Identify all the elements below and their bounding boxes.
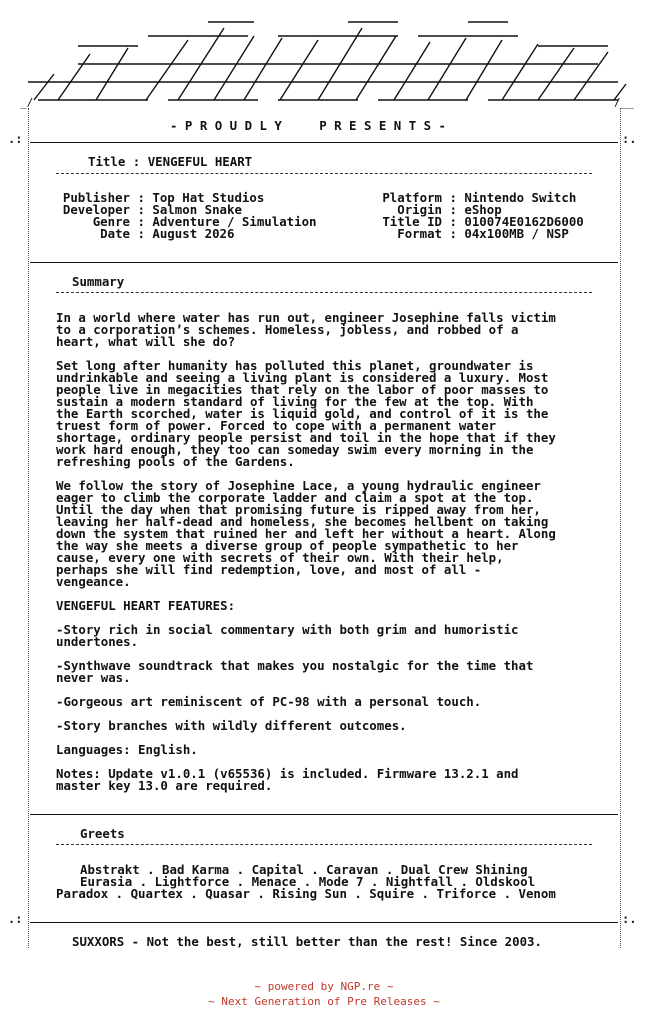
info-row: Date : August 2026 [56,228,234,240]
info-value: eShop [464,202,502,217]
powered-by-link[interactable]: ~ powered by NGP.re ~ [254,980,394,993]
summary-paragraph: Set long after humanity has polluted this planet, groundwater is undrinkable and seeing a living plant is considered a luxury. Most people live in megacities that rely on the labor of poor masses to sustain a modern standard of living for the few at the top. With the Earth scorched, water is liquid gold, and control of it is the truest form of power. Forced to cope with a permanent water shortage, ordinary people persist and toil in the hope that if they work hard enough, they too can someday swim every morning in the refreshing pools of the Gardens. [56,358,556,469]
feature-item: -Story rich in social commentary with both grim and humoristic undertones. [56,622,519,649]
info-row: Publisher : Top Hat Studios [56,192,264,204]
info-value: 010074E0162D6000 [464,214,584,229]
greets-line: Abstrakt . Bad Karma . Capital . Caravan . Dual Crew Shining [80,862,528,877]
feature-item: -Synthwave soundtrack that makes you nostalgic for the time that never was. [56,658,534,685]
frame-left-border [28,108,29,948]
divider [30,142,618,143]
info-row: Genre : Adventure / Simulation [56,216,317,228]
frame-corner-right-bottom: :. [622,912,637,926]
info-label: Publisher [62,190,130,205]
notes-line: Notes: Update v1.0.1 (v65536) is included. Firmware 13.2.1 and master key 13.0 are required. [56,766,519,793]
divider [30,922,618,923]
info-value: Nintendo Switch [464,190,577,205]
info-label: Platform [382,190,442,205]
frame-corner-left-bottom: .: [8,912,23,926]
svg-text:_/: _/ [20,96,34,109]
dashed-divider [56,844,592,845]
summary-paragraph: We follow the story of Josephine Lace, a young hydraulic engineer eager to climb the corporate ladder and claim a spot at the top. Until the day when that promising future is ripped away from her, leaving her half-dead and homeless, she becomes hellbent on taking down the system that ruined her and left her without a heart. Along the way she meets a diverse group of people sympathetic to her cause, every one with secrets of their own. With their help, perhaps she will find redemption, love, and most of all - vengeance. [56,478,556,589]
dashed-divider [56,173,592,174]
feature-item: -Gorgeous art reminiscent of PC-98 with a personal touch. [56,694,482,709]
features-heading: VENGEFUL HEART FEATURES: [56,598,236,613]
info-value: August 2026 [152,226,235,241]
greets-line: Eurasia . Lightforce . Menace . Mode 7 . Nightfall . Oldskool [80,874,536,889]
game-title: VENGEFUL HEART [147,154,253,169]
info-row: Format : 04x100MB / NSP [360,228,569,240]
title-line: Title : VENGEFUL HEART [88,154,253,169]
ascii-logo [18,14,634,110]
summary-paragraph: In a world where water has run out, engineer Josephine falls victim to a corporation’s schemes. Homeless, jobless, and robbed of a heart, what will she do? [56,310,556,349]
languages-line: Languages: English. [56,742,198,757]
frame-right-border [620,108,621,948]
divider [30,814,618,815]
tagline: SUXXORS - Not the best, still better than the rest! Since 2003. [72,934,542,949]
frame-corner-right: :. [622,132,637,146]
info-value: Adventure / Simulation [152,214,317,229]
title-label: Title [88,154,126,169]
presents-banner: - P R O U D L Y P R E S E N T S - [170,118,447,133]
info-label: Genre [92,214,130,229]
info-label: Title ID [382,214,442,229]
info-row: Origin : eShop [360,204,502,216]
info-label: Origin [397,202,442,217]
svg-text:/__: /__ [614,96,634,109]
feature-item: -Story branches with wildly different outcomes. [56,718,407,733]
divider [30,262,618,263]
frame-corner-left: .: [8,132,23,146]
dashed-divider [56,292,592,293]
info-row: Title ID : 010074E0162D6000 [360,216,584,228]
info-label: Date [100,226,130,241]
info-value: 04x100MB / NSP [464,226,569,241]
greets-heading: Greets [80,826,125,841]
info-label: Developer [62,202,130,217]
info-row: Developer : Salmon Snake [56,204,242,216]
info-label: Format [397,226,442,241]
info-row: Platform : Nintendo Switch [360,192,576,204]
info-value: Salmon Snake [152,202,242,217]
footer-subtitle: ~ Next Generation of Pre Releases ~ [208,995,440,1008]
greets-line: Paradox . Quartex . Quasar . Rising Sun . Squire . Triforce . Venom [56,886,556,901]
summary-heading: Summary [72,274,125,289]
info-value: Top Hat Studios [152,190,265,205]
